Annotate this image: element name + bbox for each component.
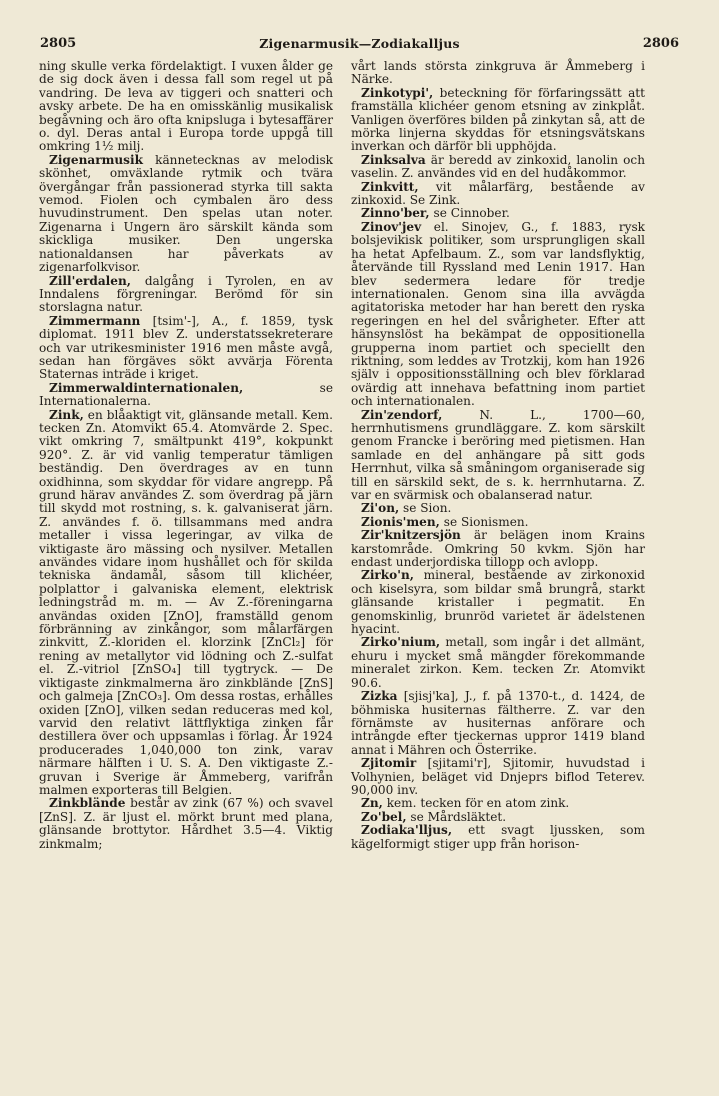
entry-headword: Zodiaka'lljus, [361, 823, 453, 838]
entry [39, 382, 333, 409]
entry-text: är beredd av zinkoxid, lanolin och vaselin. Z. användes vid en del hudåkommor. [351, 152, 645, 181]
entry [351, 690, 645, 757]
entry-headword: Zirko'n, [361, 568, 414, 583]
entry [351, 154, 645, 181]
entry-text: kem. tecken för en atom zink. [382, 796, 570, 811]
entry-text: [tsim'-], A., f. 1859, tysk diplomat. 1911 blev Z. understatssekreterare och var utrikesminister 1916 men måste avgå, sedan han förgäves sökt avvärja Förenta Staternas inträde i kriget. [39, 313, 333, 382]
entry [351, 636, 645, 690]
entry [351, 207, 645, 220]
entry-text: vårt lands största zinkgruva är Åmmeberg i Närke. [351, 59, 645, 87]
entry-headword: Zinkblände [49, 796, 126, 811]
entry-headword: Zizka [361, 689, 398, 704]
entry [351, 181, 645, 208]
entry-text: dalgång i Tyrolen, en av Inndalens förgreningar. Berömd för sin storslagna natur. [39, 273, 333, 315]
entry-text: se Mårdsläktet. [406, 809, 507, 824]
entry-headword: Zinkotypi', [361, 85, 434, 100]
entry-text: [sjitami'r], Sjitomir, huvudstad i Volhynien, beläget vid Dnjeprs biflod Teterev. 90,000 inv. [351, 756, 645, 797]
entry [351, 797, 645, 810]
entry [39, 409, 333, 798]
entry-headword: Zinov'jev [361, 219, 422, 234]
entry-headword: Zjitomir [361, 756, 417, 771]
entry-text: ett svagt ljussken, som kägelformigt stiger upp från horison- [351, 823, 645, 851]
entry-headword: Zimmermann [49, 313, 141, 328]
entry-headword: Zill'erdalen, [49, 273, 131, 288]
entry-text: mineral, bestående av zirkonoxid och kiselsyra, som bildar små brungrå, starkt glänsande kristaller i pegmatit. En genomskinlig, brunröd varietet är ädelstenen hyacint. [351, 568, 645, 637]
running-title: Zigenarmusik—Zodiakalljus [259, 36, 460, 51]
entry-text: vit målarfärg, bestående av zinkoxid. Se Zink. [351, 179, 645, 208]
entry-headword: Zo'bel, [361, 809, 407, 824]
entry [39, 60, 333, 154]
entry-text: el. Sinojev, G., f. 1883, rysk bolsjevikisk politiker, som ursprungligen skall ha hetat Apfelbaum. Z., som var landsflyktig, återvände till Ryssland med Lenin 1917. Han blev sedermera ledare för tredje internationalen. Genom sina illa avvägda agitatoriska metoder har han berett den ryska regeringen en hel del svårigheter. Efter att hänsynslöst ha bekämpat de oppositionella grupperna inom partiet och speciellt den riktning, som leddes av Trotzkij, kom han 1926 själv i oppositionsställning och blev förklarad ovärdig att innehava befattning inom partiet och internationalen. [351, 219, 645, 409]
entry [351, 221, 645, 409]
entry-text: består av zink (67 %) och svavel [ZnS]. Z. är ljust el. mörkt brunt med plana, glänsande brottytor. Hårdhet 3.5—4. Viktig zinkmalm; [39, 796, 333, 851]
entry-text: kännetecknas av melodisk skönhet, omväxlande rytmik och tvära övergångar från passionerad styrka till sakta vemod. Fiolen och cymbalen äro dess huvudinstrument. Den spelas utan noter. Zigenarna i Ungern äro särskilt kända som skickliga musiker. Den ungerska nationaldansen har påverkats av zigenarfolkvisor. [39, 152, 333, 275]
entry [351, 811, 645, 824]
entry [351, 529, 645, 569]
entry-headword: Zinno'ber, [361, 206, 430, 221]
entry [351, 569, 645, 636]
entry-text: se Sion. [399, 501, 452, 516]
entry [39, 315, 333, 382]
left-column [39, 60, 333, 851]
entry-text: se Sionismen. [439, 514, 529, 529]
entry [351, 87, 645, 154]
entry-headword: Zirko'nium, [361, 635, 441, 650]
entry-headword: Zinkvitt, [361, 179, 419, 194]
entry-text: är belägen inom Krains karstområde. Omkring 50 kvkm. Sjön har endast underjordiska tillopp och avlopp. [351, 528, 645, 570]
entry-text: beteckning för förfaringssätt att framställa klichéer genom etsning av zinkplåt. Vanligen överföres bilden på zinkytan så, att de mörka linjerna skyddas för etsningsvätskans inverkan och därför bli upphöjda. [351, 85, 645, 154]
entry-headword: Zin'zendorf, [361, 407, 443, 422]
page-number-left: 2805 [40, 36, 77, 51]
right-column [351, 60, 645, 851]
entry [351, 824, 645, 851]
entry-text: en blåaktigt vit, glänsande metall. Kem. tecken Zn. Atomvikt 65.4. Atomvärde 2. Spec. vikt omkring 7, smältpunkt 419°, kokpunkt 920°. Z. är vid vanlig temperatur tämligen beständig. Den överdrages av en tunn oxidhinna, som skyddar för vidare angrepp. På grund härav användes Z. som överdrag på järn till skydd mot rostning, s. k. galvaniserat järn. Z. användes f. ö. tillsammans med andra metaller i vissa legeringar, av vilka de viktigaste äro mässing och nysilver. Metallen användes vidare inom hushållet och för skilda tekniska ändamål, såsom till klichéer, polplattor i galvaniska element, elektrisk ledningstråd m. m. — Av Z.-föreningarna användas oxiden [ZnO], framställd genom förbränning av zinkångor, som målarfärgen zinkvitt, Z.-kloriden el. klorzink [ZnCl₂] för rening av metallytor vid lödning och Z.-sulfat el. Z.-vitriol [ZnSO₄] till tygtryck. — De viktigaste zinkmalmerna äro zinkblände [ZnS] och galmeja [ZnCO₃]. Om dessa rostas, erhålles oxiden [ZnO], vilken sedan reduceras med kol, varvid den relativt lättflyktiga zinken får destillera över och uppsamlas i förlag. År 1924 producerades 1,040,000 ton zink, varav närmare hälften i U. S. A. Den viktigaste Z.-gruvan i Sverige är Åmmeberg, varifrån malmen exporteras till Belgien. [39, 407, 333, 797]
entry-headword: Zigenarmusik [49, 152, 143, 167]
entry-text: se Cinnober. [429, 206, 510, 221]
entry-text: N. L., 1700—60, herrnhutismens grundläggare. Z. kom särskilt genom Francke i beröring med pietismen. Han samlade en del anhängare på sitt gods Herrnhut, vilka så småningom organiserade sig till en särskild sekt, de s. k. herrnhutarna. Z. var en svärmisk och obalanserad natur. [351, 407, 645, 502]
page-header [40, 36, 679, 56]
entry [351, 516, 645, 529]
entry-headword: Zn, [361, 796, 383, 811]
entry-text: se Internationalerna. [39, 380, 333, 409]
entry [351, 502, 645, 515]
entry [39, 154, 333, 275]
page-number-right: 2806 [642, 36, 679, 51]
entry-headword: Zimmerwaldinternationalen, [49, 380, 244, 395]
entry-headword: Zi'on, [361, 501, 400, 516]
entry-text: metall, som ingår i det allmänt, ehuru i mycket små mängder förekommande mineralet zirkon. Kem. tecken Zr. Atomvikt 90.6. [351, 635, 645, 690]
entry [351, 757, 645, 797]
entry-text: [sjisj'ka], J., f. på 1370-t., d. 1424, de böhmiska husiternas fältherre. Z. var den förnämste av husiternas anförare och intrångde efter tjeckernas uppror 1419 bland annat i Mähren och Österrike. [351, 689, 645, 757]
entry-text: ning skulle verka fördelaktigt. I vuxen ålder ge de sig dock även i dessa fall som regel ut på vandring. De leva av tiggeri och snatteri och avsky arbete. De ha en omisskänlig musikalisk begåvning och äro ofta knipsluga i bytesaffärer o. dyl. Deras antal i Europa torde uppgå till omkring 1½ milj. [39, 59, 333, 154]
entry-headword: Zir'knitzersjön [361, 528, 461, 543]
entry [351, 409, 645, 503]
entry [39, 275, 333, 315]
entry-headword: Zionis'men, [361, 514, 440, 529]
entry [39, 797, 333, 851]
entry-headword: Zinksalva [361, 152, 426, 167]
entry [351, 60, 645, 87]
entry-headword: Zink, [49, 407, 84, 422]
